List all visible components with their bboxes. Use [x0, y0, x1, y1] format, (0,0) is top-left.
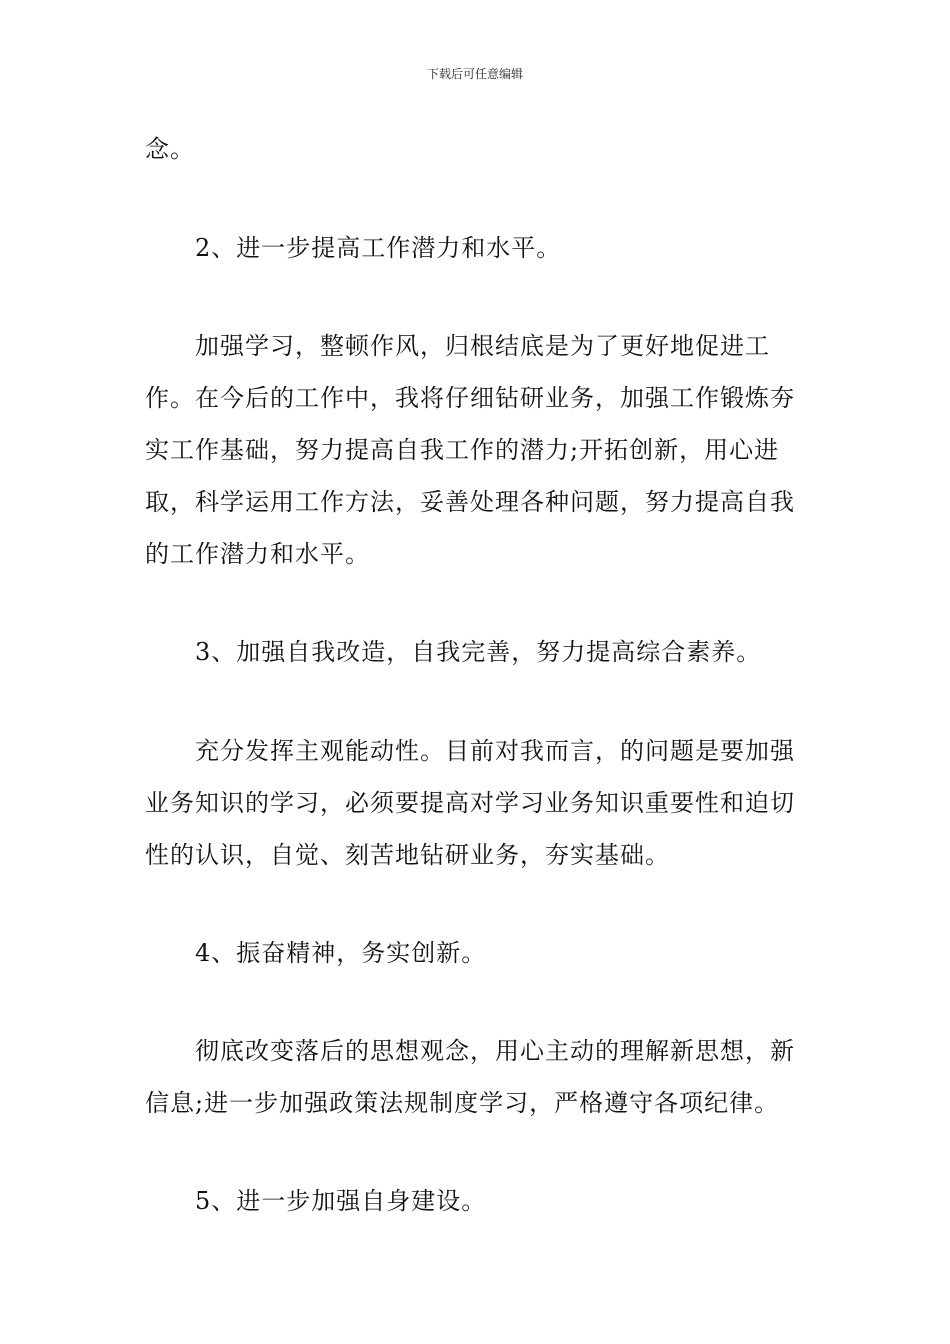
heading-item-4: 4、振奋精神，务实创新。 [195, 939, 487, 967]
heading-item-2: 2、进一步提高工作潜力和水平。 [195, 234, 562, 262]
heading-item-3: 3、加强自我改造，自我完善，努力提高综合素养。 [195, 638, 762, 666]
paragraph-item-2-body: 加强学习，整顿作风，归根结底是为了更好地促进工作。在今后的工作中，我将仔细钻研业务，加强工作锻炼夯实工作基础，努力提高自我工作的潜力;开拓创新，用心进取，科学运用工作方法，妥善处理各种问题，努力提高自我的工作潜力和水平。 [145, 332, 795, 568]
paragraph-item-4-body: 彻底改变落后的思想观念，用心主动的理解新思想，新信息;进一步加强政策法规制度学习，严格遵守各项纪律。 [145, 1037, 795, 1117]
heading-item-5: 5、进一步加强自身建设。 [195, 1187, 487, 1215]
body-text [145, 123, 810, 1227]
page-header: 下载后可任意编辑 [426, 67, 523, 81]
paragraph-item-3-body: 充分发挥主观能动性。目前对我而言，的问题是要加强业务知识的学习，必须要提高对学习业务知识重要性和迫切性的认识，自觉、刻苦地钻研业务，夯实基础。 [145, 737, 795, 869]
paragraph-continuation: 念。 [145, 135, 195, 163]
